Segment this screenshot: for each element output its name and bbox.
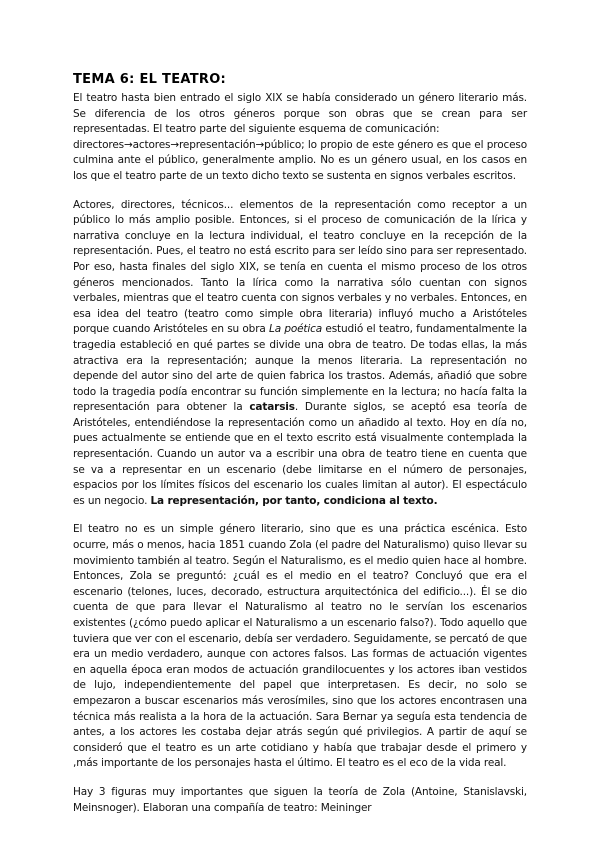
paragraph-2-text-b: estudió el teatro, fundamentalmente la tragedia estableció en qué partes se divide una obra de teatro. De todas ellas, la más atractiva era la representación; aunque la menos literaria. La representación no depende del autor sino del arte de quien fabrica los trastos. Además, añadió que sobre todo la tragedia podía encontrar su función simplemente en la lectura; no hacía falta la representación para obtener la — [73, 323, 527, 414]
paragraph-1 — [73, 91, 527, 185]
paragraph-2-text-c: . Durante siglos, se aceptó esa teoría de Aristóteles, entendiéndose la representación como un añadido al texto. Hoy en día no, pues actualmente se entiende que en el texto escrito está visualmente contemplada la representación. Cuando un autor va a escribir una obra de teatro tiene en cuenta que se va a representar en un escenario (debe limitarse en el número de personajes, espacios por los límites físicos del escenario los cuales limitan al autor). El espectáculo es un negocio. — [73, 401, 527, 507]
term-catarsis: catarsis — [249, 401, 295, 414]
paragraph-2 — [73, 198, 527, 510]
document-body — [73, 72, 527, 816]
book-title-la-poetica: La poética — [269, 323, 323, 336]
paragraph-1-scheme: directores→actores→representación→público; lo propio de este género es que el proceso culmina ante el público, generalmente amplio. No es un género usual, en los casos en los que el teatro parte de un texto dicho texto se sustenta en signos verbales escritos. — [73, 138, 527, 182]
key-statement: La representación, por tanto, condiciona al texto. — [150, 494, 438, 507]
paragraph-2-text-a: Actores, directores, técnicos... elementos de la representación como receptor a un público lo más amplio posible. Entonces, si el proceso de comunicación de la lírica y narrativa concluye en la lectura individual, el teatro concluye en la recepción de la representación. Pues, el teatro no está escrito para ser leído sino para ser representado. Por eso, hasta finales del siglo XIX, se tenía en cuenta el mismo proceso de los otros géneros mencionados. Tanto la lírica como la narrativa sólo cuentan con signos verbales, mientras que el teatro cuenta con signos verbales y no verbales. Entonces, en esa idea del teatro (teatro como simple obra literaria) influyó mucho a Aristóteles porque cuando Aristóteles en su obra — [73, 198, 527, 336]
paragraph-1-intro: El teatro hasta bien entrado el siglo XIX se había considerado un género literario más. Se diferencia de los otros géneros porque son obras que se crean para ser representadas. El teatro parte del siguiente esquema de comunicación: — [73, 92, 527, 136]
page-title: TEMA 6: EL TEATRO: — [73, 72, 227, 87]
paragraph-4: Hay 3 figuras muy importantes que siguen la teoría de Zola (Antoine, Stanislavski, Meinsnoger). Elaboran una compañía de teatro: Meininger — [73, 785, 527, 814]
paragraph-3: El teatro no es un simple género literario, sino que es una práctica escénica. Esto ocurre, más o menos, hacia 1851 cuando Zola (el padre del Naturalismo) quiso llevar su movimiento también al teatro. Según el Naturalismo, es el medio quien hace al hombre. Entonces, Zola se preguntó: ¿cuál es el medio en el teatro? Concluyó que era el escenario (telones, luces, decorado, estructura arquitectónica del edificio...). Él se dio cuenta de que para llevar el Naturalismo al teatro no le servían los escenarios existentes (¿cómo puedo aplicar el Naturalismo a un escenario falso?). Todo aquello que tuviera que ver con el escenario, debía ser verdadero. Seguidamente, se percató de que era un medio verdadero, aunque con actores falsos. Las formas de actuación vigentes en aquella época eran modos de actuación grandilocuentes y los actores iban vestidos de lujo, independientemente del papel que interpretasen. Es decir, no solo se empezaron a buscar escenarios más verosímiles, sino que los actores encontrasen una técnica más realista a la hora de la actuación. Sara Bernar ya seguía esta tendencia de antes, a los actores les costaba dejar atrás según qué privilegios. A partir de aquí se consideró que el teatro es un arte cotidiano y había que trabajar desde el primero y ,más importante de los personajes hasta el último. El teatro es el eco de la vida real. — [73, 523, 527, 770]
